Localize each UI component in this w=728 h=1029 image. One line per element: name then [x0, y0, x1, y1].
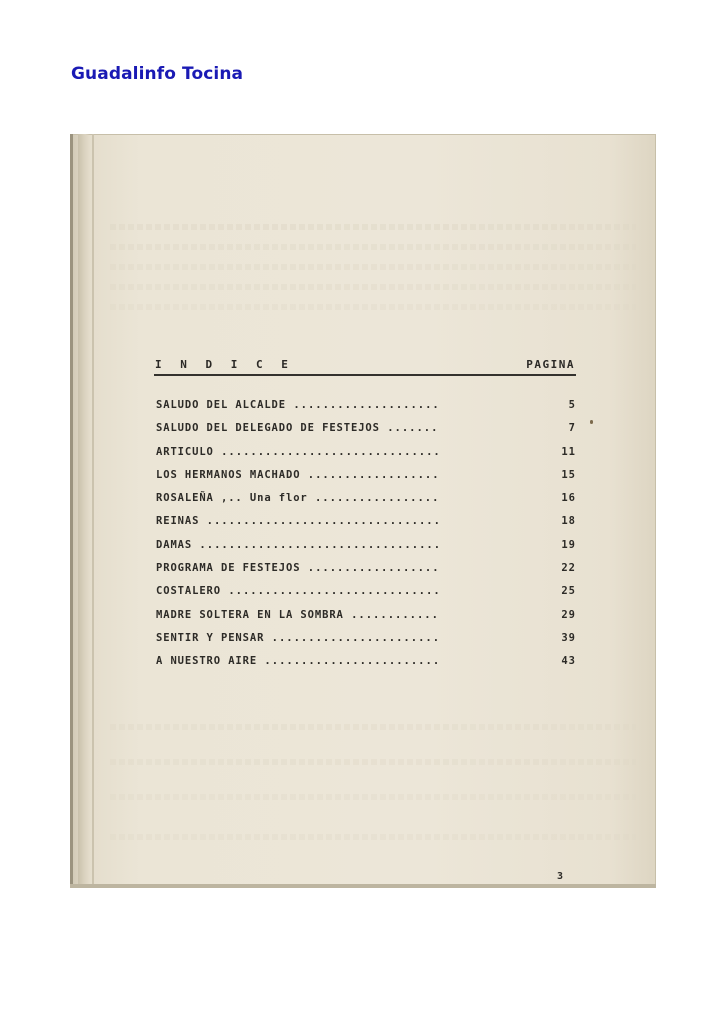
- scanned-page: [70, 134, 656, 888]
- toc-entry-title: DAMAS: [156, 538, 193, 551]
- bleed-through-texture: [110, 304, 636, 310]
- toc-leader-dots: .................................: [192, 538, 442, 551]
- bleed-through-texture: [110, 224, 636, 230]
- page-title: Guadalinfo Tocina: [71, 64, 244, 84]
- toc-entry: [156, 650, 576, 673]
- toc-entry: [156, 464, 576, 487]
- toc-entry-page: 39: [561, 631, 576, 644]
- toc-entry-page: 7: [568, 422, 576, 435]
- toc-entry-title: SENTIR Y PENSAR: [156, 631, 265, 644]
- page-edge: [70, 134, 73, 888]
- bleed-through-texture: [110, 244, 636, 250]
- toc-entry-page: 43: [561, 655, 576, 668]
- toc-entry: [156, 580, 576, 603]
- toc-entry-title: COSTALERO: [156, 585, 221, 598]
- toc-leader-dots: ..................: [300, 562, 440, 575]
- page-fold-line: [92, 134, 94, 888]
- toc-entry: [156, 510, 576, 533]
- toc-entry-page: 16: [561, 492, 576, 505]
- page-column-label: PAGINA: [526, 358, 575, 371]
- bleed-through-texture: [110, 264, 636, 270]
- toc-entry-page: 18: [561, 515, 576, 528]
- header-rule: [154, 374, 576, 376]
- toc-entry-title: ROSALEÑA ,.. Una flor: [156, 492, 308, 505]
- toc-leader-dots: ..............................: [213, 445, 441, 458]
- toc-leader-dots: .............................: [221, 585, 441, 598]
- toc-leader-dots: .......................: [264, 631, 441, 644]
- page-fold-shadow: [78, 134, 90, 888]
- toc-entry: [156, 441, 576, 464]
- toc-entry-page: 22: [561, 562, 576, 575]
- toc-leader-dots: ............: [343, 608, 439, 621]
- toc-entry-page: 11: [561, 445, 576, 458]
- toc-leader-dots: ................................: [199, 515, 441, 528]
- toc-entry-page: 19: [561, 538, 576, 551]
- toc-entry: [156, 604, 576, 627]
- toc-entry-title: LOS HERMANOS MACHADO: [156, 468, 301, 481]
- toc-entry: [156, 487, 576, 510]
- page-number: 3: [557, 871, 564, 882]
- page-bottom-edge: [70, 884, 656, 888]
- toc-entry-title: A NUESTRO AIRE: [156, 655, 258, 668]
- index-label: I N D I C E: [155, 358, 294, 371]
- toc-leader-dots: ..................: [300, 468, 440, 481]
- bleed-through-texture: [110, 724, 636, 730]
- toc-entry-title: REINAS: [156, 515, 200, 528]
- toc-entry: [156, 534, 576, 557]
- toc-entry: [156, 557, 576, 580]
- toc-leader-dots: .......: [379, 422, 439, 435]
- bleed-through-texture: [110, 794, 636, 800]
- toc-entry: [156, 417, 576, 440]
- bleed-through-texture: [110, 284, 636, 290]
- toc-leader-dots: ........................: [257, 655, 441, 668]
- toc-entry-title: SALUDO DEL ALCALDE: [156, 399, 286, 411]
- toc-entry: [156, 394, 576, 417]
- toc-entry-title: PROGRAMA DE FESTEJOS: [156, 562, 301, 575]
- toc-entry-page: 25: [561, 585, 576, 598]
- toc-leader-dots: ....................: [286, 399, 440, 411]
- ink-spot: [590, 420, 593, 424]
- toc-entry-title: SALUDO DEL DELEGADO DE FESTEJOS: [156, 422, 380, 435]
- toc-entry-page: 5: [568, 399, 576, 411]
- toc-entry-page: 15: [561, 468, 576, 481]
- toc-entry-title: MADRE SOLTERA EN LA SOMBRA: [156, 608, 344, 621]
- toc-entry: [156, 627, 576, 650]
- table-of-contents: [156, 394, 576, 674]
- toc-entry-title: ARTICULO: [156, 445, 214, 458]
- bleed-through-texture: [110, 834, 636, 840]
- toc-leader-dots: .................: [307, 492, 440, 505]
- bleed-through-texture: [110, 759, 636, 765]
- toc-entry-page: 29: [561, 608, 576, 621]
